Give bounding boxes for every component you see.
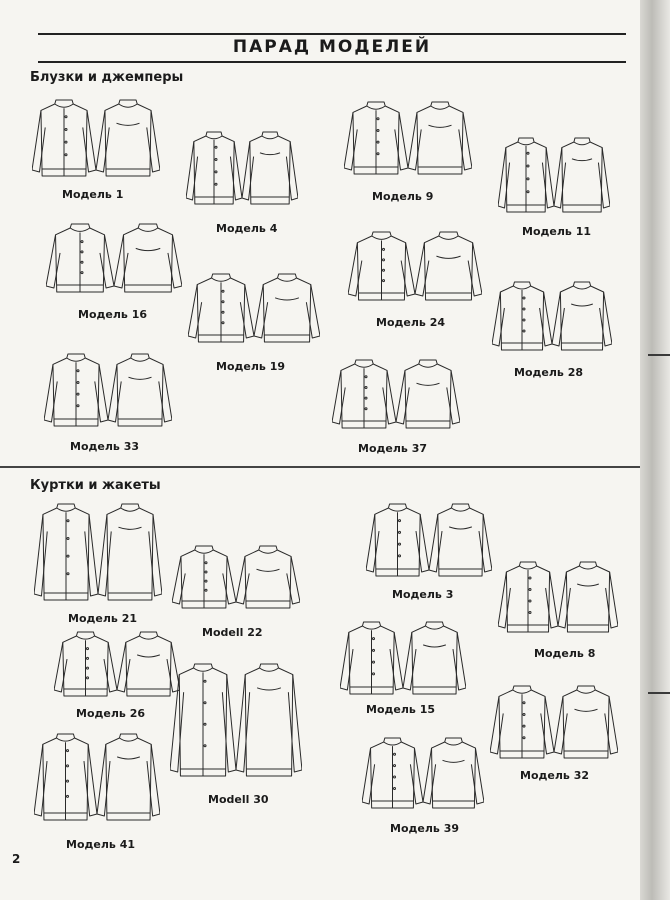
model-label-19: Модель 19 <box>216 360 285 373</box>
section-title-blouses: Блузки и джемперы <box>30 70 184 85</box>
garment-sketch-model-33 <box>44 352 172 432</box>
garment-sketch-model-26 <box>54 630 180 702</box>
garment-sketch-model-21 <box>34 502 162 606</box>
model-label-28: Модель 28 <box>514 366 583 379</box>
garment-sketch-model-41 <box>34 732 160 826</box>
model-label-11: Модель 11 <box>522 225 591 238</box>
garment-sketch-model-37 <box>332 358 460 434</box>
garment-sketch-model-15 <box>340 620 466 700</box>
model-label-9: Модель 9 <box>372 190 434 203</box>
model-label-8: Модель 8 <box>534 647 596 660</box>
garment-sketch-model-3 <box>366 502 492 582</box>
model-label-26: Модель 26 <box>76 707 145 720</box>
garment-sketch-model-8 <box>498 560 618 638</box>
section-divider <box>0 466 640 468</box>
garment-sketch-model-9 <box>344 100 472 180</box>
model-label-4: Модель 4 <box>216 222 278 235</box>
model-label-15: Модель 15 <box>366 703 435 716</box>
model-label-1: Модель 1 <box>62 188 124 201</box>
garment-sketch-model-4 <box>186 130 298 210</box>
model-label-32: Модель 32 <box>520 769 589 782</box>
next-page-rule <box>648 354 670 356</box>
garment-sketch-model-19 <box>188 272 320 348</box>
page-title: ПАРАД МОДЕЛЕЙ <box>232 37 432 57</box>
model-label-41: Модель 41 <box>66 838 135 851</box>
model-label-16: Модель 16 <box>78 308 147 321</box>
model-label-33: Модель 33 <box>70 440 139 453</box>
garment-sketch-model-39 <box>362 736 484 814</box>
garment-sketch-model-22 <box>172 544 300 614</box>
garment-sketch-model-16 <box>46 222 182 298</box>
next-page-rule <box>648 692 670 694</box>
garment-sketch-model-32 <box>490 684 618 764</box>
section-title-jackets: Куртки и жакеты <box>30 478 161 493</box>
garment-sketch-model-30 <box>170 662 302 782</box>
model-label-37: Модель 37 <box>358 442 427 455</box>
model-label-21: Модель 21 <box>68 612 137 625</box>
title-bar <box>38 33 626 63</box>
garment-sketch-model-28 <box>492 280 612 356</box>
garment-sketch-model-11 <box>498 136 610 218</box>
garment-sketch-model-24 <box>348 230 482 306</box>
model-label-30: Modell 30 <box>208 793 269 806</box>
model-label-39: Модель 39 <box>390 822 459 835</box>
next-page-edge <box>640 0 670 900</box>
model-label-22: Modell 22 <box>202 626 263 639</box>
model-label-24: Модель 24 <box>376 316 445 329</box>
page-number: 2 <box>12 852 21 866</box>
garment-sketch-model-1 <box>32 98 160 182</box>
model-label-3: Модель 3 <box>392 588 454 601</box>
